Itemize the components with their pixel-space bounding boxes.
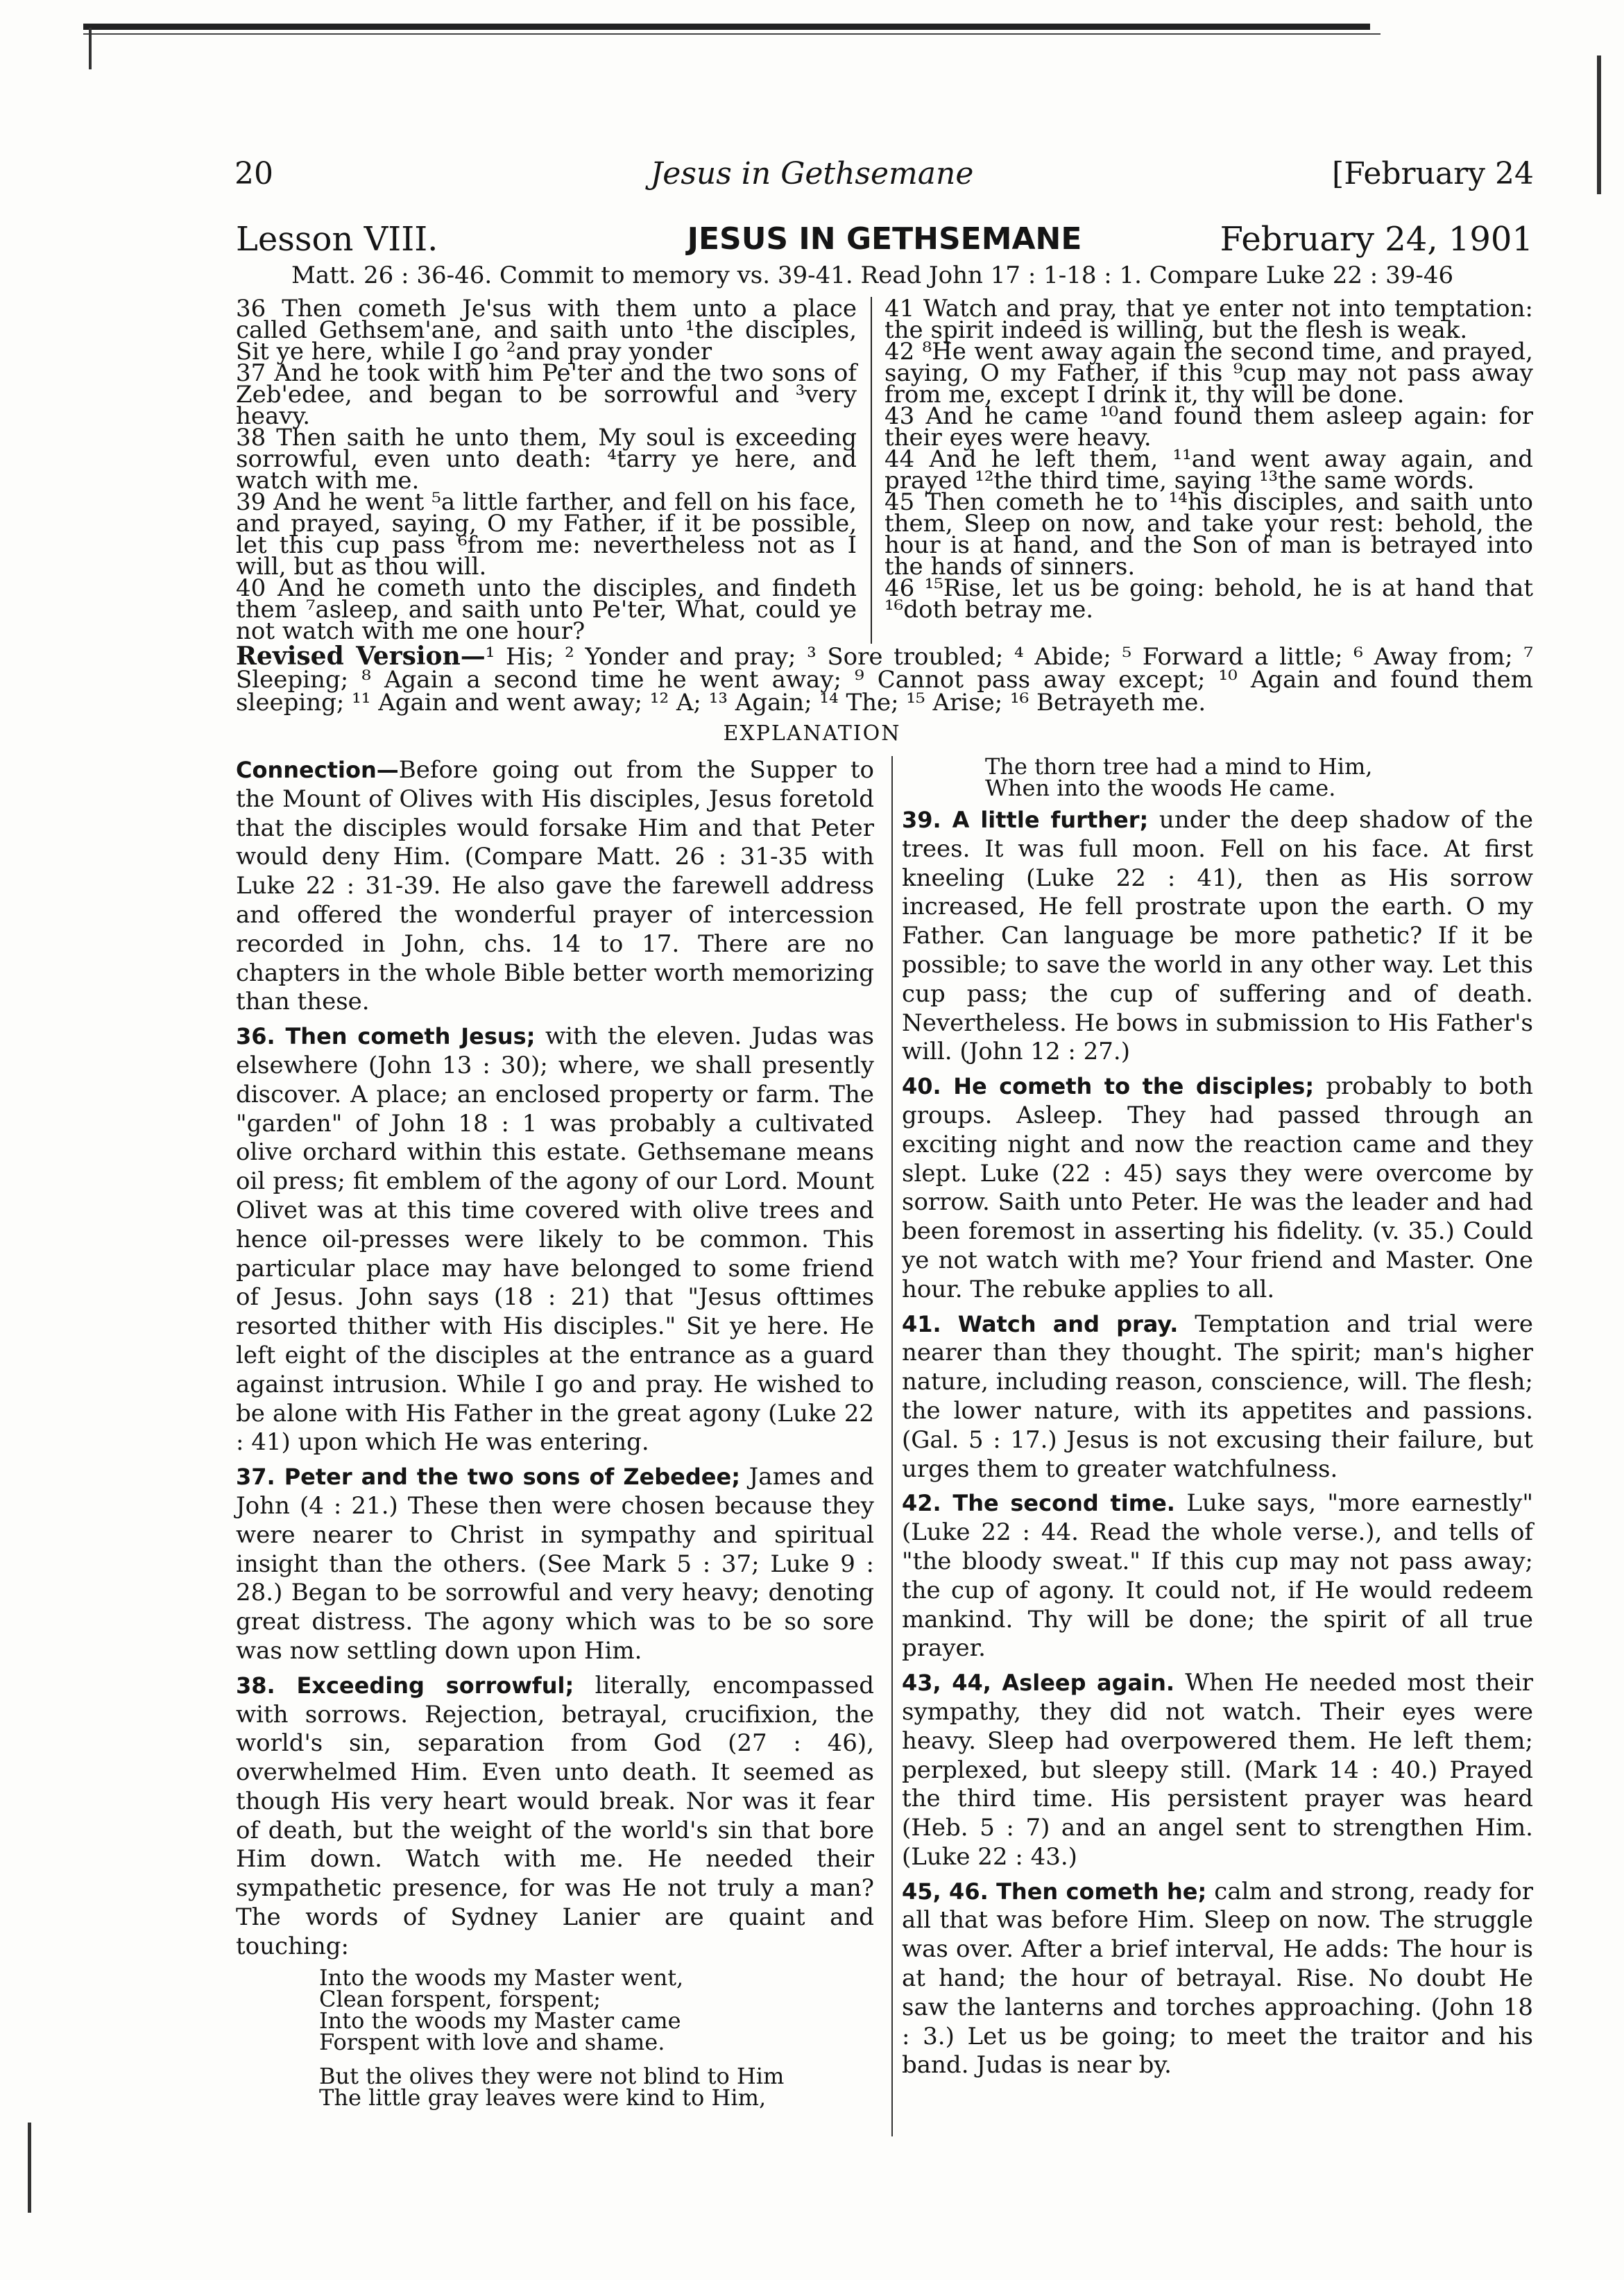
explanation-paragraph: 41. Watch and pray. Temptation and trial were nearer than they thought. The spirit; man's higher nature, including reason, conscience, will. The flesh; the lower nature, with its appetites and passions. (Gal. 5 : 17.) Jesus is not excusing their failure, but urges them to greater watchfulness. [902,1310,1533,1483]
explanation-paragraph: 38. Exceeding sorrowful; literally, encompassed with sorrows. Rejection, betrayal, crucifixion, the world's sin, separation from God (27 : 46), overwhelmed Him. Even unto death. It seemed as though His very heart would break. Nor was it fear of death, but the weight of the world's sin that bore Him down. Watch with me. He needed their sympathetic presence, for was He not truly a man? The words of Sydney Lanier are quaint and touching: [236,1671,874,1960]
verse: 41 Watch and pray, that ye enter not into temptation: the spirit indeed is willing, but the flesh is weak. [884,295,1533,344]
poem-stanza-continued: The thorn tree had a mind to Him, When into the woods He came. [985,753,1373,801]
verse: 36 Then cometh Je'sus with them unto a place called Gethsem'ane, and saith unto ¹the disciples, Sit ye here, while I go ²and pray yonder [236,295,857,366]
running-title: Jesus in Gethsemane [650,156,974,191]
top-rule [83,24,1370,30]
revised-version-label: Revised Version— [236,642,486,671]
verse: 39 And he went ⁵a little farther, and fell on his face, and prayed, saying, O my Father, if it be possible, let this cup pass ⁶from me: nevertheless not as I will, but as thou will. [236,488,857,581]
page-number: 20 [234,156,273,191]
revised-version-text: ¹ His; ² Yonder and pray; ³ Sore troubled; ⁴ Abide; ⁵ Forward a little; ⁶ Away from; ⁷ Sleeping; ⁸ Again a second time he went away; ⁹ Cannot pass away except; ¹⁰ Again and found them sleeping; ¹¹ Again and went away; ¹² A; ¹³ Again; ¹⁴ The; ¹⁵ Arise; ¹⁶ Betrayeth me. [236,643,1534,717]
verse: 44 And he left them, ¹¹and went away again, and prayed ¹²the third time, saying ¹³the same words. [884,445,1533,495]
lesson-number: Lesson VIII. [236,220,438,259]
top-rule-thin [83,33,1381,35]
explanation-paragraph: 39. A little further; under the deep shadow of the trees. It was full moon. Fell on his face. At first kneeling (Luke 22 : 41), then as His sorrow increased, He fell prostrate upon the earth. O my Father. Can language be more pathetic? If it be possible; to save the world in any other way. Let this cup pass; the cup of suffering and of death. Nevertheless. He bows in submission to His Father's will. (John 12 : 27.) [902,806,1534,1066]
running-date: [February 24 [1332,156,1534,191]
verses-left-column [236,295,857,645]
left-bottom-mark [28,2123,31,2213]
explanation-paragraph: 43, 44, Asleep again. When He needed most their sympathy, they did not watch. Their eyes were heavy. Sleep had overpowered them. He left them; perplexed, but sleepy still. (Mark 14 : 40.) Prayed the third time. His persistent prayer was heard (Heb. 5 : 7) and an angel sent to strengthen Him. (Luke 22 : 43.) [902,1669,1534,1871]
lesson-title-row [236,218,1533,260]
verse: 43 And he came ¹⁰and found them asleep again: for their eyes were heavy. [884,402,1533,452]
verse: 37 And he took with him Pe'ter and the two sons of Zeb'edee, and began to be sorrowful and ³very heavy. [236,359,857,430]
explanation-heading: EXPLANATION [723,721,901,746]
explanation-right-column [902,753,1534,2086]
verse: 40 And he cometh unto the disciples, and findeth them ⁷asleep, and saith unto Pe'ter, What, could ye not watch with me one hour? [236,574,857,645]
explanation-left-column [236,756,874,2114]
left-edge-mark [89,28,92,69]
explanation-paragraph: 37. Peter and the two sons of Zebedee; James and John (4 : 21.) These then were chosen because they were nearer to Christ in sympathy and spiritual insight than the others. (See Mark 5 : 37; Luke 9 : 28.) Began to be sorrowful and very heavy; denoting great distress. The agony which was to be so sore was now settling down upon Him. [236,1463,874,1665]
explanation-paragraph: Connection—Before going out from the Supper to the Mount of Olives with His disciples, Jesus foretold that the disciples would forsake Him and that Peter would deny Him. (Compare Matt. 26 : 31-35 with Luke 22 : 31-39. He also gave the farewell address and offered the wonderful prayer of intercession recorded in John, chs. 14 to 17. There are no chapters in the whole Bible better worth memorizing than these. [236,756,874,1016]
verse: 38 Then saith he unto them, My soul is exceeding sorrowful, even unto death: ⁴tarry ye here, and watch with me. [236,424,857,495]
revised-version-notes [236,642,1534,717]
explanation-paragraph: 36. Then cometh Jesus; with the eleven. Judas was elsewhere (John 13 : 30); where, we shall presently discover. A place; an enclosed property or farm. The "garden" of John 18 : 1 was probably a cultivated olive orchard within this estate. Gethsemane means oil press; fit emblem of the agony of our Lord. Mount Olivet was at this time covered with olive trees and hence oil-presses were likely to be common. This particular place may have belonged to some friend of Jesus. John says (18 : 21) that "Jesus ofttimes resorted thither with His disciples." Sit ye here. He left eight of the disciples at the entrance as a guard against intrusion. While I go and pray. He wished to be alone with His Father in the great agony (Luke 22 : 41) upon which He was entering. [236,1022,874,1457]
explanation-paragraph: 42. The second time. Luke says, "more earnestly" (Luke 22 : 44. Read the whole verse.), and tells of "the bloody sweat." If this cup may not pass away; the cup of agony. It could not, if He would redeem mankind. Thy will be done; the spirit of all true prayer. [902,1489,1533,1663]
explanation-paragraph: 45, 46. Then cometh he; calm and strong, ready for all that was before Him. Sleep on now. The struggle was over. After a brief interval, He adds: The hour is at hand; the hour of betrayal. Rise. No doubt He saw the lanterns and torches approaching. (John 18 : 3.) Let us be going; to meet the traitor and his band. Judas is near by. [902,1877,1534,2080]
lesson-title: JESUS IN GETHSEMANE [687,221,1082,257]
verse: 46 ¹⁵Rise, let us be going: behold, he is at hand that ¹⁶doth betray me. [884,574,1533,624]
poem-stanza: Into the woods my Master went, Clean forspent, forspent; Into the woods my Master came Forspent with love and shame. But the olives they were not blind to Him The little gray leaves were kind to Him, [319,1964,785,2111]
column-divider [871,297,872,644]
scripture-reference: Matt. 26 : 36-46. Commit to memory vs. 39-41. Read John 17 : 1-18 : 1. Compare Luke 22 : 39-46 [291,262,1454,289]
explanation-paragraph: 40. He cometh to the disciples; probably to both groups. Asleep. They had passed through an exciting night and now the reaction came and they slept. Luke (22 : 45) says they were overcome by sorrow. Saith unto Peter. He was the leader and had been foremost in asserting his fidelity. (v. 35.) Could ye not watch with me? Your friend and Master. One hour. The rebuke applies to all. [902,1072,1533,1303]
explanation-column-divider [891,756,893,2136]
lesson-date: February 24, 1901 [1220,220,1533,259]
verses-right-column [884,295,1533,624]
verse: 45 Then cometh he to ¹⁴his disciples, and saith unto them, Sleep on now, and take your rest: behold, the hour is at hand, and the Son of man is betrayed into the hands of sinners. [884,488,1533,581]
verse: 42 ⁸He went away again the second time, and prayed, saying, O my Father, if this ⁹cup may not pass away from me, except I drink it, thy will be done. [884,338,1533,409]
